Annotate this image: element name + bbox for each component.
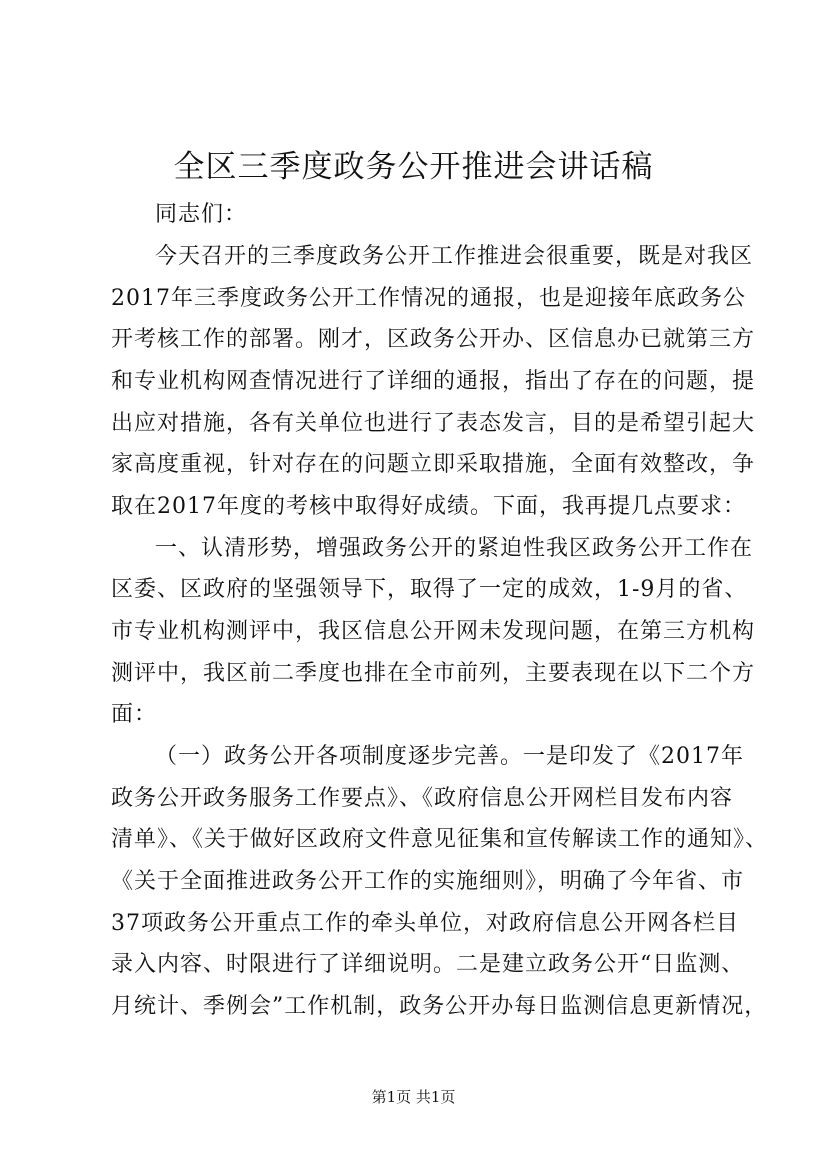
paragraph-line: 测评中，我区前二季度也排在全市前列，主要表现在以下二个方 <box>111 661 756 686</box>
paragraph-line: 取在2017年度的考核中取得好成绩。下面，我再提几点要求： <box>111 494 746 519</box>
paragraph-line: 市专业机构测评中，我区信息公开网未发现问题，在第三方机构 <box>111 619 756 644</box>
paragraph-line: 出应对措施，各有关单位也进行了表态发言，目的是希望引起大 <box>111 411 756 436</box>
salutation: 同志们： <box>155 202 248 227</box>
paragraph-line: 录入内容、时限进行了详细说明。二是建立政务公开“日监测、 <box>111 952 745 977</box>
document-title: 全区三季度政务公开推进会讲话稿 <box>173 149 654 185</box>
paragraph-line: 清单》、《关于做好区政府文件意见征集和宣传解读工作的通知》、 <box>111 827 769 852</box>
paragraph-line: 面： <box>111 702 158 727</box>
paragraph-line: 区委、区政府的坚强领导下，取得了一定的成效，1-9月的省、 <box>111 577 748 602</box>
paragraph-line: 《关于全面推进政务公开工作的实施细则》，明确了今年省、市 <box>111 869 745 894</box>
paragraph-line: 家高度重视，针对存在的问题立即采取措施，全面有效整改，争 <box>111 452 756 477</box>
paragraph-line: 一、认清形势，增强政务公开的紧迫性我区政务公开工作在 <box>155 536 754 561</box>
paragraph-line: （一）政务公开各项制度逐步完善。一是印发了《2017年 <box>155 744 744 769</box>
paragraph-line: 今天召开的三季度政务公开工作推进会很重要，既是对我区 <box>155 244 754 269</box>
paragraph-line: 政务公开政务服务工作要点》、《政府信息公开网栏目发布内容 <box>111 786 734 811</box>
paragraph-line: 37项政务公开重点工作的牵头单位，对政府信息公开网各栏目 <box>111 911 739 936</box>
paragraph-line: 和专业机构网查情况进行了详细的通报，指出了存在的问题，提 <box>111 369 756 394</box>
paragraph-line: 2017年三季度政务公开工作情况的通报，也是迎接年底政务公 <box>111 286 746 311</box>
page-number-footer: 第1页 共1页 <box>371 1088 456 1106</box>
paragraph-line: 开考核工作的部署。刚才，区政务公开办、区信息办已就第三方 <box>111 327 756 352</box>
paragraph-line: 月统计、季例会”工作机制，政务公开办每日监测信息更新情况， <box>111 994 768 1019</box>
